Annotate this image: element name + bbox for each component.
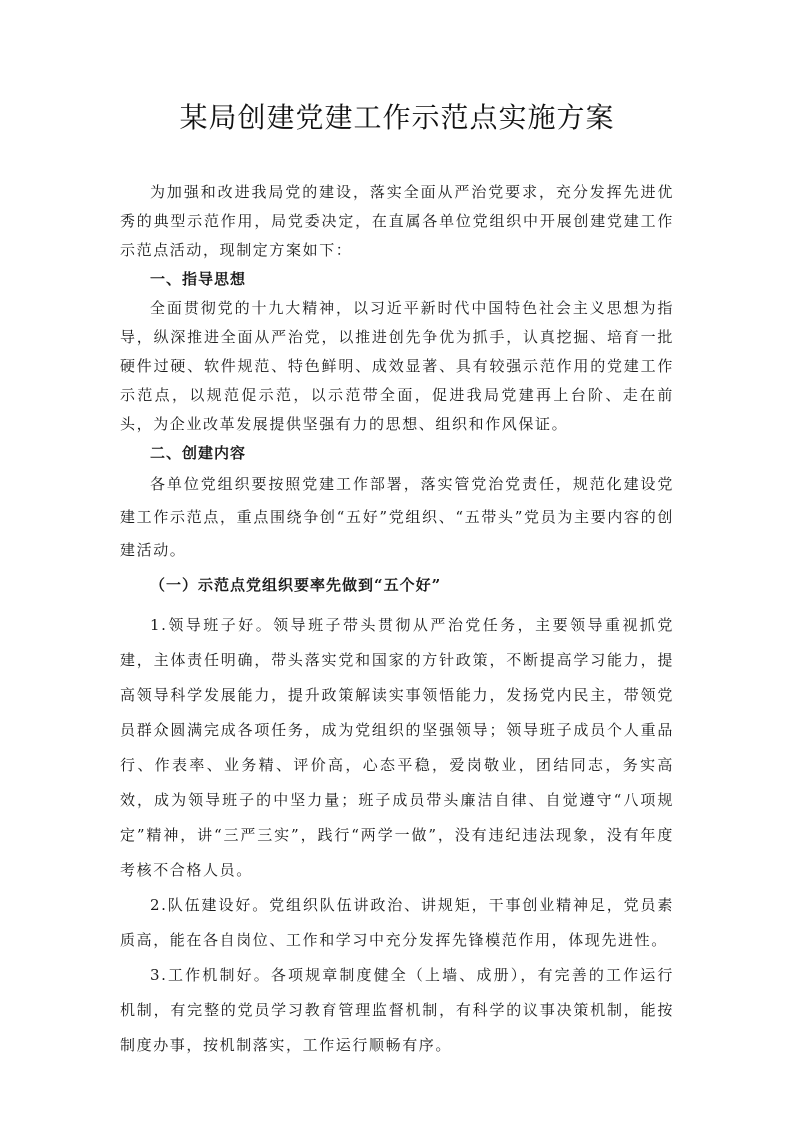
item-leadership-paragraph: 1.领导班子好。领导班子带头贯彻从严治党任务，主要领导重视抓党建，主体责任明确，带头落实党和国家的方针政策，不断提高学习能力，提高领导科学发展能力，提升政策解读实事领悟能力，发扬党内民主，带领党员群众圆满完成各项任务，成为党组织的坚强领导；领导班子成员个人重品行、作表率、业务精、评价高，心态平稳，爱岗敬业，团结同志，务实高效，成为领导班子的中坚力量；班子成员带头廉洁自律、自觉遵守“八项规定”精神，讲“三严三实”，践行“两学一做”，没有违纪违法现象，没有年度考核不合格人员。 [120,616,674,879]
document-body [120,178,674,1063]
intro-paragraph: 为加强和改进我局党的建设，落实全面从严治党要求，充分发挥先进优秀的典型示范作用，局党委决定，在直属各单位党组织中开展创建党建工作示范点活动，现制定方案如下： [120,183,674,259]
document-title: 某局创建党建工作示范点实施方案 [179,101,615,134]
content-paragraph: 各单位党组织要按照党建工作部署，落实管党治党责任，规范化建设党建工作示范点，重点围绕争创“五好”党组织、“五带头”党员为主要内容的创建活动。 [120,475,674,559]
section-heading-content: 二、创建内容 [150,444,247,462]
item-work-mechanism-paragraph: 3.工作机制好。各项规章制度健全（上墙、成册），有完善的工作运行机制，有完整的党员学习教育管理监督机制，有科学的议事决策机制，能按制度办事，按机制落实，工作运行顺畅有序。 [120,966,674,1054]
subsection-heading-five-goods: （一）示范点党组织要率先做到“五个好” [150,576,442,594]
guiding-ideology-paragraph: 全面贯彻党的十九大精神，以习近平新时代中国特色社会主义思想为指导，纵深推进全面从严治党，以推进创先争优为抓手，认真挖掘、培育一批硬件过硬、软件规范、特色鲜明、成效显著、具有较强示范作用的党建工作示范点，以规范促示范，以示范带全面，促进我局党建再上台阶、走在前头，为企业改革发展提供坚强有力的思想、组织和作风保证。 [120,299,674,433]
item-team-building-paragraph: 2.队伍建设好。党组织队伍讲政治、讲规矩，干事创业精神足，党员素质高，能在各自岗位、工作和学习中充分发挥先锋模范作用，体现先进性。 [120,896,674,949]
section-heading-guiding-ideology: 一、指导思想 [150,270,247,288]
